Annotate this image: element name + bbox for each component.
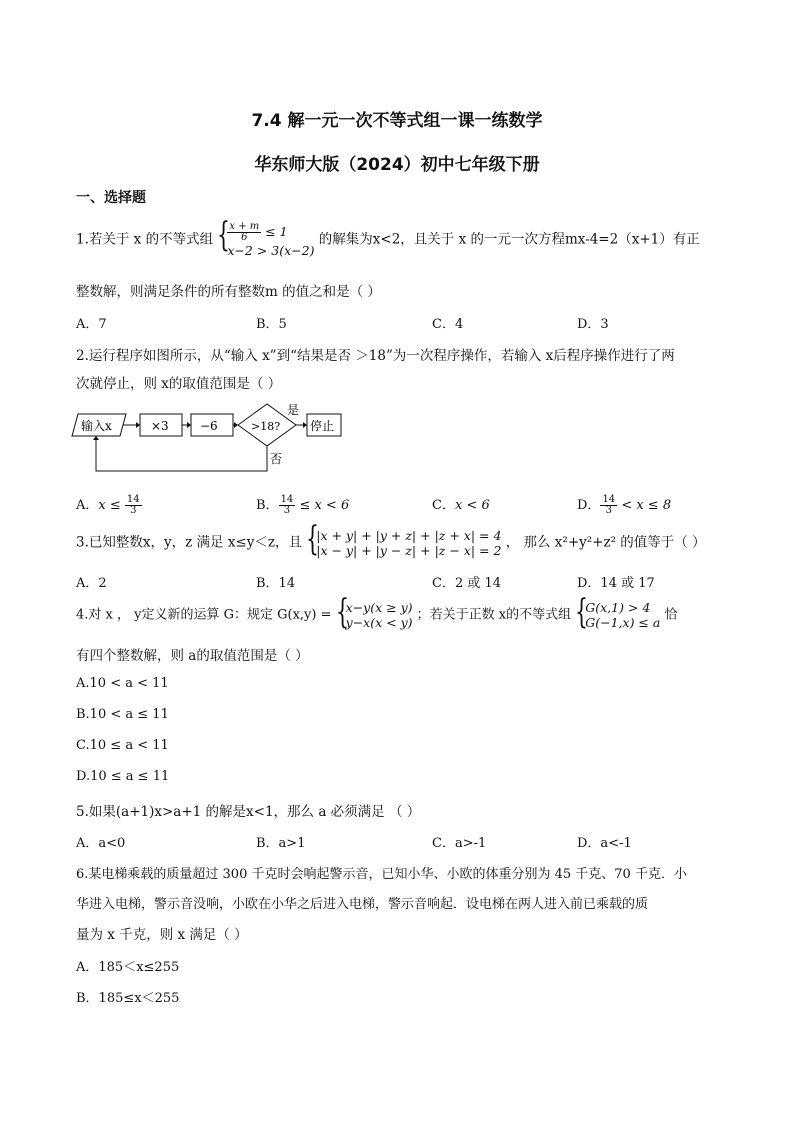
question-4-system [575, 592, 661, 632]
option-math: < x ≤ 8 [621, 498, 672, 513]
brace-icon: { [217, 215, 231, 255]
section-heading: 一、选择题 [76, 190, 146, 206]
question-2-line-1: 2.运行程序如图所示，从“输入 x”到“结果是否 ＞18”为一次程序操作，若输入 x后程序操作进行了两 [76, 348, 675, 364]
question-3-option-a[interactable]: A．2 [76, 576, 107, 591]
question-6-line-2: 华进入电梯，警示音没响，小欧在小华之后进入电梯，警示音响起．设电梯在两人进入前已乘载的质 [76, 897, 649, 912]
arrow-head-icon [93, 436, 99, 440]
question-3-system [306, 519, 502, 559]
question-2-option-a[interactable] [76, 494, 142, 516]
question-5-line-1: 5.如果(a+1)x>a+1 的解是x<1，那么 a 必须满足 （ ） [76, 804, 421, 820]
question-3-line-1 [76, 519, 706, 559]
flow-decision-label: >18? [251, 420, 281, 433]
question-4-def-row-2: y−x(x < y) [345, 615, 413, 630]
question-1-system-row-1 [227, 222, 314, 243]
brace-icon: { [575, 592, 589, 632]
flow-minus-label: −6 [200, 419, 218, 433]
question-4-system-row-1: G(x,1) > 4 [585, 600, 651, 615]
option-math: x ≤ [98, 498, 121, 513]
question-6-line-1: 6.某电梯乘载的质量超过 300 千克时会响起警示音，已知小华、小欧的体重分别为 45 千克、70 千克．小 [76, 867, 687, 882]
question-4-system-row-2: G(−1,x) ≤ a [585, 615, 661, 630]
question-4-suffix: 恰 [664, 607, 678, 623]
flow-stop-label: 停止 [310, 419, 335, 433]
question-4-option-a[interactable]: A.10 < a < 11 [76, 676, 169, 691]
question-6-option-b[interactable]: B．185≤x＜255 [76, 991, 180, 1006]
question-3-option-d[interactable]: D．14 或 17 [577, 576, 655, 591]
arrow-head-icon [303, 422, 307, 428]
option-prefix: D． [577, 498, 601, 513]
question-4-middle: ；若关于正数 x的不等式组 [416, 607, 572, 623]
document-subtitle: 华东师大版（2024）初中七年级下册 [254, 155, 540, 175]
question-1-option-a[interactable]: A．7 [76, 317, 107, 332]
question-1-suffix: 的解集为x<2，且关于 x 的一元一次方程mx-4=2（x+1）有正 [318, 231, 700, 248]
question-5-option-c[interactable]: C．a>-1 [432, 836, 487, 851]
option-prefix: A． [76, 498, 99, 513]
question-6-option-a[interactable]: A．185＜x≤255 [76, 960, 180, 975]
question-5-option-d[interactable]: D．a<-1 [577, 836, 632, 851]
question-3-system-row-2: |x − y| + |y − z| + |z − x| = 2 [316, 543, 502, 558]
question-1-option-b[interactable]: B．5 [256, 317, 287, 332]
flow-no-label: 否 [270, 452, 283, 466]
question-2-line-2: 次就停止，则 x的取值范围是（ ） [76, 376, 282, 392]
question-3-system-row-1: |x + y| + |y + z| + |z + x| = 4 [316, 528, 502, 543]
question-5-option-a[interactable]: A．a<0 [76, 836, 126, 851]
flow-loop-line [96, 439, 267, 471]
brace-icon: { [306, 519, 320, 559]
option-fraction [600, 495, 617, 516]
document-title: 7.4 解一元一次不等式组一课一练数学 [251, 111, 543, 131]
fraction-denominator: 3 [605, 505, 612, 516]
fraction-denominator: 6 [241, 232, 248, 243]
option-math: x < 6 [454, 498, 490, 513]
question-1-option-d[interactable]: D．3 [577, 317, 609, 332]
question-1-system-row-2: x−2 > 3(x−2) [227, 243, 315, 258]
option-prefix: B． [256, 498, 279, 513]
question-1-line-2: 整数解，则满足条件的所有整数m 的值之和是（ ） [76, 284, 381, 300]
program-flowchart [70, 400, 360, 475]
brace-icon: { [335, 592, 349, 632]
fraction-denominator: 3 [283, 505, 291, 516]
arrow-head-icon [136, 422, 140, 428]
fraction-numerator: 14 [126, 494, 140, 505]
question-2-option-d[interactable] [577, 494, 671, 516]
question-6-line-3: 量为 x 千克，则 x 满足（ ） [76, 927, 248, 943]
question-3-option-c[interactable]: C．2 或 14 [432, 576, 502, 591]
question-4-line-1 [76, 592, 678, 632]
question-1-prefix: 1.若关于 x 的不等式组 [76, 231, 214, 248]
question-1-line-1 [76, 215, 700, 258]
system-row-rest: ≤ 1 [265, 224, 288, 239]
option-prefix: C． [432, 498, 455, 513]
option-math: ≤ x < 6 [299, 498, 350, 513]
fraction-denominator: 3 [130, 505, 137, 516]
question-4-def-row-1: x−y(x ≥ y) [345, 600, 413, 615]
question-4-prefix: 4.对 x ， y定义新的运算 G：规定 G(x,y) = [76, 607, 332, 623]
fraction-numerator: 14 [602, 494, 616, 505]
question-2-option-c[interactable] [432, 494, 490, 513]
option-fraction [125, 495, 142, 516]
question-1-option-c[interactable]: C．4 [432, 317, 464, 332]
flow-yes-label: 是 [287, 403, 300, 417]
question-4-line-2: 有四个整数解，则 a的取值范围是（ ） [76, 648, 309, 664]
flow-input-label: 输入x [81, 419, 112, 433]
question-2-option-b[interactable] [256, 494, 349, 516]
fraction-numerator: x + m [229, 221, 260, 232]
question-5-option-b[interactable]: B．a>1 [256, 836, 306, 851]
flow-multiply-label: ×3 [151, 419, 169, 433]
question-4-option-d[interactable]: D.10 ≤ a ≤ 11 [76, 769, 170, 784]
question-3-suffix: ， 那么 x²+y²+z² 的值等于（ ） [505, 534, 706, 551]
question-3-option-b[interactable]: B．14 [256, 576, 296, 591]
question-4-option-c[interactable]: C.10 ≤ a < 11 [76, 738, 169, 753]
option-fraction [279, 495, 296, 516]
question-4-option-b[interactable]: B.10 < a ≤ 11 [76, 707, 169, 722]
question-3-prefix: 3.已知整数x，y，z 满足 x≤y＜z，且 [76, 534, 302, 551]
arrow-head-icon [187, 422, 191, 428]
question-1-system [217, 215, 315, 258]
fraction-numerator: 14 [280, 494, 294, 505]
question-4-definition [335, 592, 413, 632]
